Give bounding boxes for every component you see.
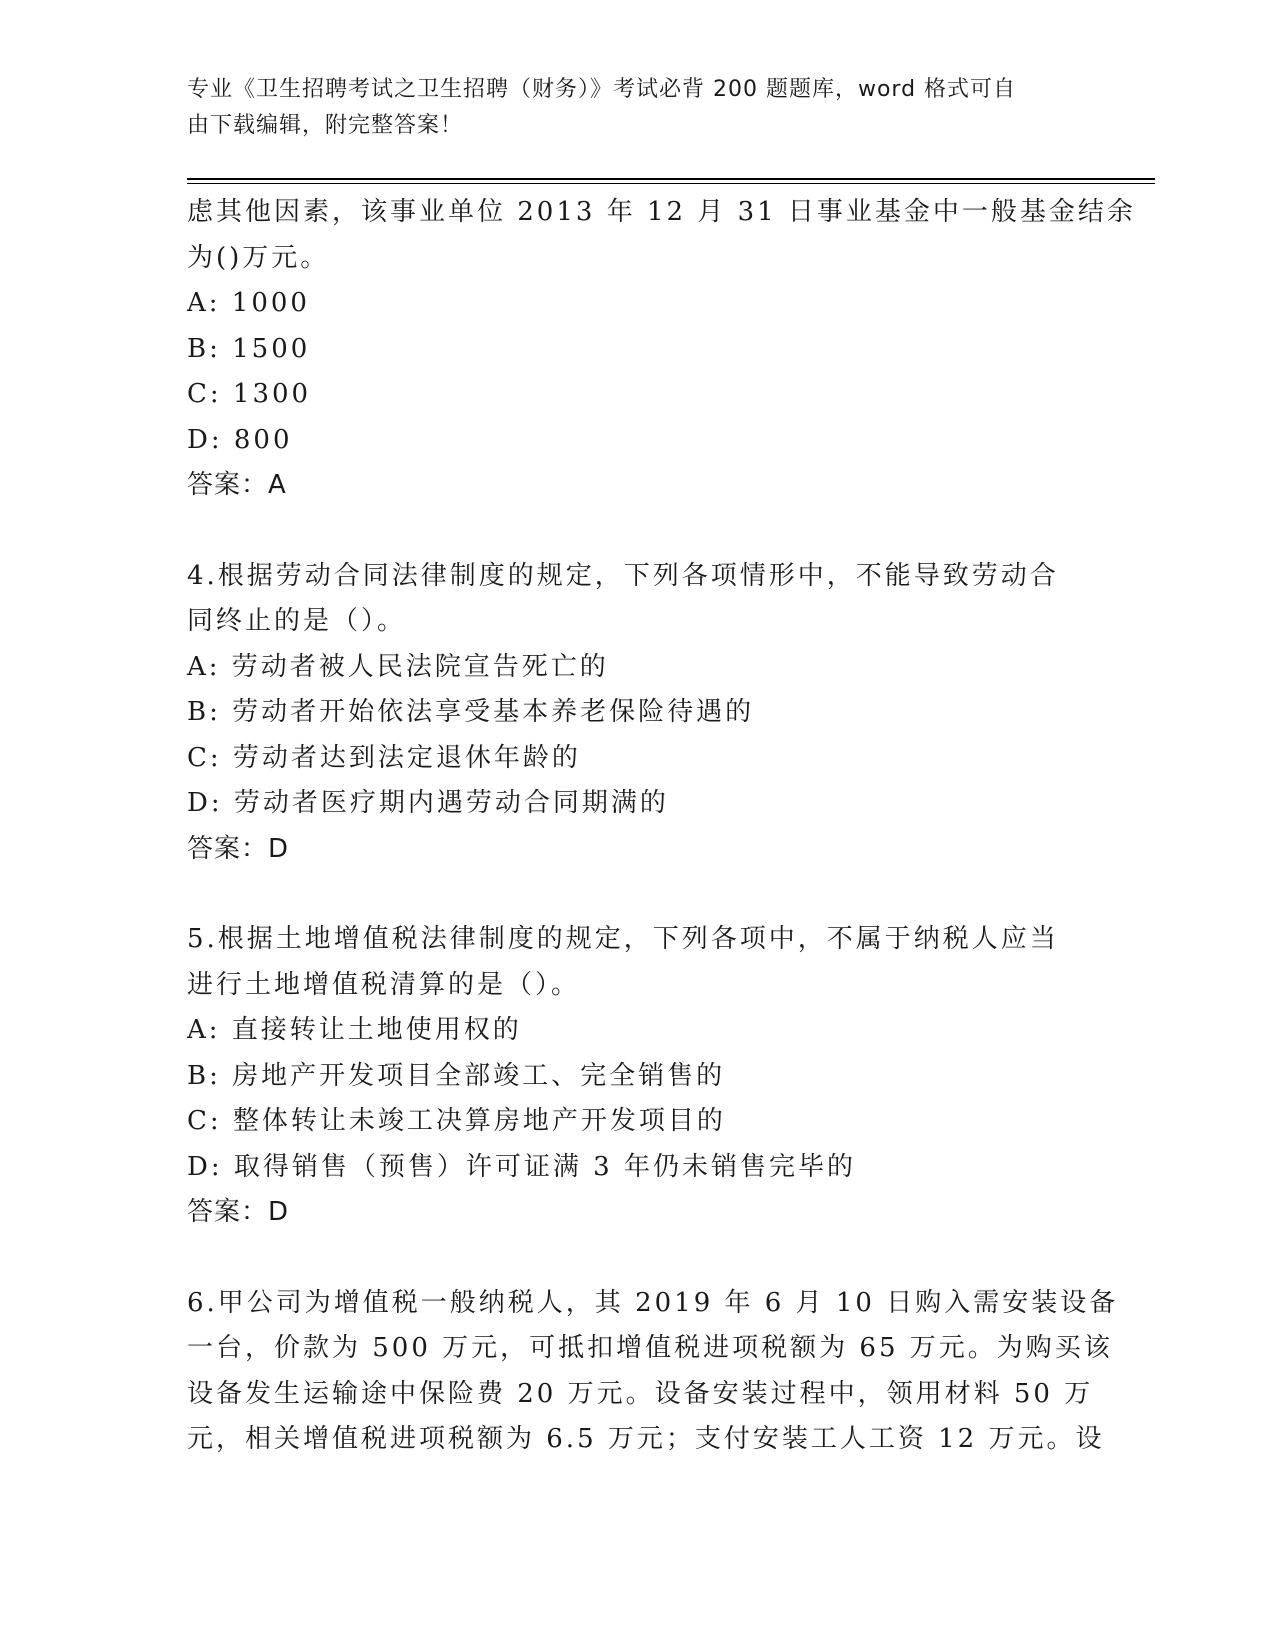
document-header [187,72,1077,144]
answer: 答案：A [187,470,287,500]
question-stem: 进行土地增值税清算的是（）。 [187,969,581,1000]
header-rule-thin [187,183,1155,184]
option-b: B: 劳动者开始依法享受基本养老保险待遇的 [187,697,755,727]
answer: 答案：D [187,833,290,864]
question-stem: 5.根据土地增值税法律制度的规定，下列各项中，不属于纳税人应当 [187,924,1059,954]
question-stem: 为()万元。 [187,242,330,273]
header-rule-thick [187,178,1155,180]
question-3 [187,190,1136,509]
option-b: B: 房地产开发项目全部竣工、完全销售的 [187,1060,726,1091]
option-d: D: 取得销售（预售）许可证满 3 年仍未销售完毕的 [187,1151,856,1182]
question-4 [187,554,1087,873]
option-d: D: 800 [187,424,293,455]
option-c: C: 1300 [187,379,312,409]
option-b: B: 1500 [187,333,311,364]
option-a: A: 劳动者被人民法院宣告死亡的 [187,651,609,682]
option-a: A: 直接转让土地使用权的 [187,1015,522,1045]
option-a: A: 1000 [187,288,310,318]
option-c: C: 劳动者达到法定退休年龄的 [187,742,581,773]
question-6 [187,1281,1119,1463]
question-stem: 6.甲公司为增值税一般纳税人，其 2019 年 6 月 10 日购入需安装设备 [187,1287,1119,1318]
header-line-2: 由下载编辑，附完整答案！ [187,113,464,138]
question-stem: 虑其他因素，该事业单位 2013 年 12 月 31 日事业基金中一般基金结余 [187,197,1136,227]
document-body [187,190,1136,1463]
option-c: C: 整体转让未竣工决算房地产开发项目的 [187,1106,726,1136]
question-stem: 设备发生运输途中保险费 20 万元。设备安装过程中，领用材料 50 万 [187,1378,1094,1409]
question-5 [187,917,1087,1236]
question-stem: 元，相关增值税进项税额为 6.5 万元；支付安装工人工资 12 万元。设 [187,1424,1105,1454]
question-stem: 4.根据劳动合同法律制度的规定，下列各项情形中，不能导致劳动合 [187,560,1059,591]
question-stem: 一台，价款为 500 万元，可抵扣增值税进项税额为 65 万元。为购买该 [187,1333,1113,1363]
question-stem: 同终止的是（）。 [187,606,407,636]
answer: 答案：D [187,1197,290,1227]
option-d: D: 劳动者医疗期内遇劳动合同期满的 [187,788,669,818]
header-line-1: 专业《卫生招聘考试之卫生招聘（财务）》考试必背 200 题题库，word 格式可自 [187,77,1017,102]
